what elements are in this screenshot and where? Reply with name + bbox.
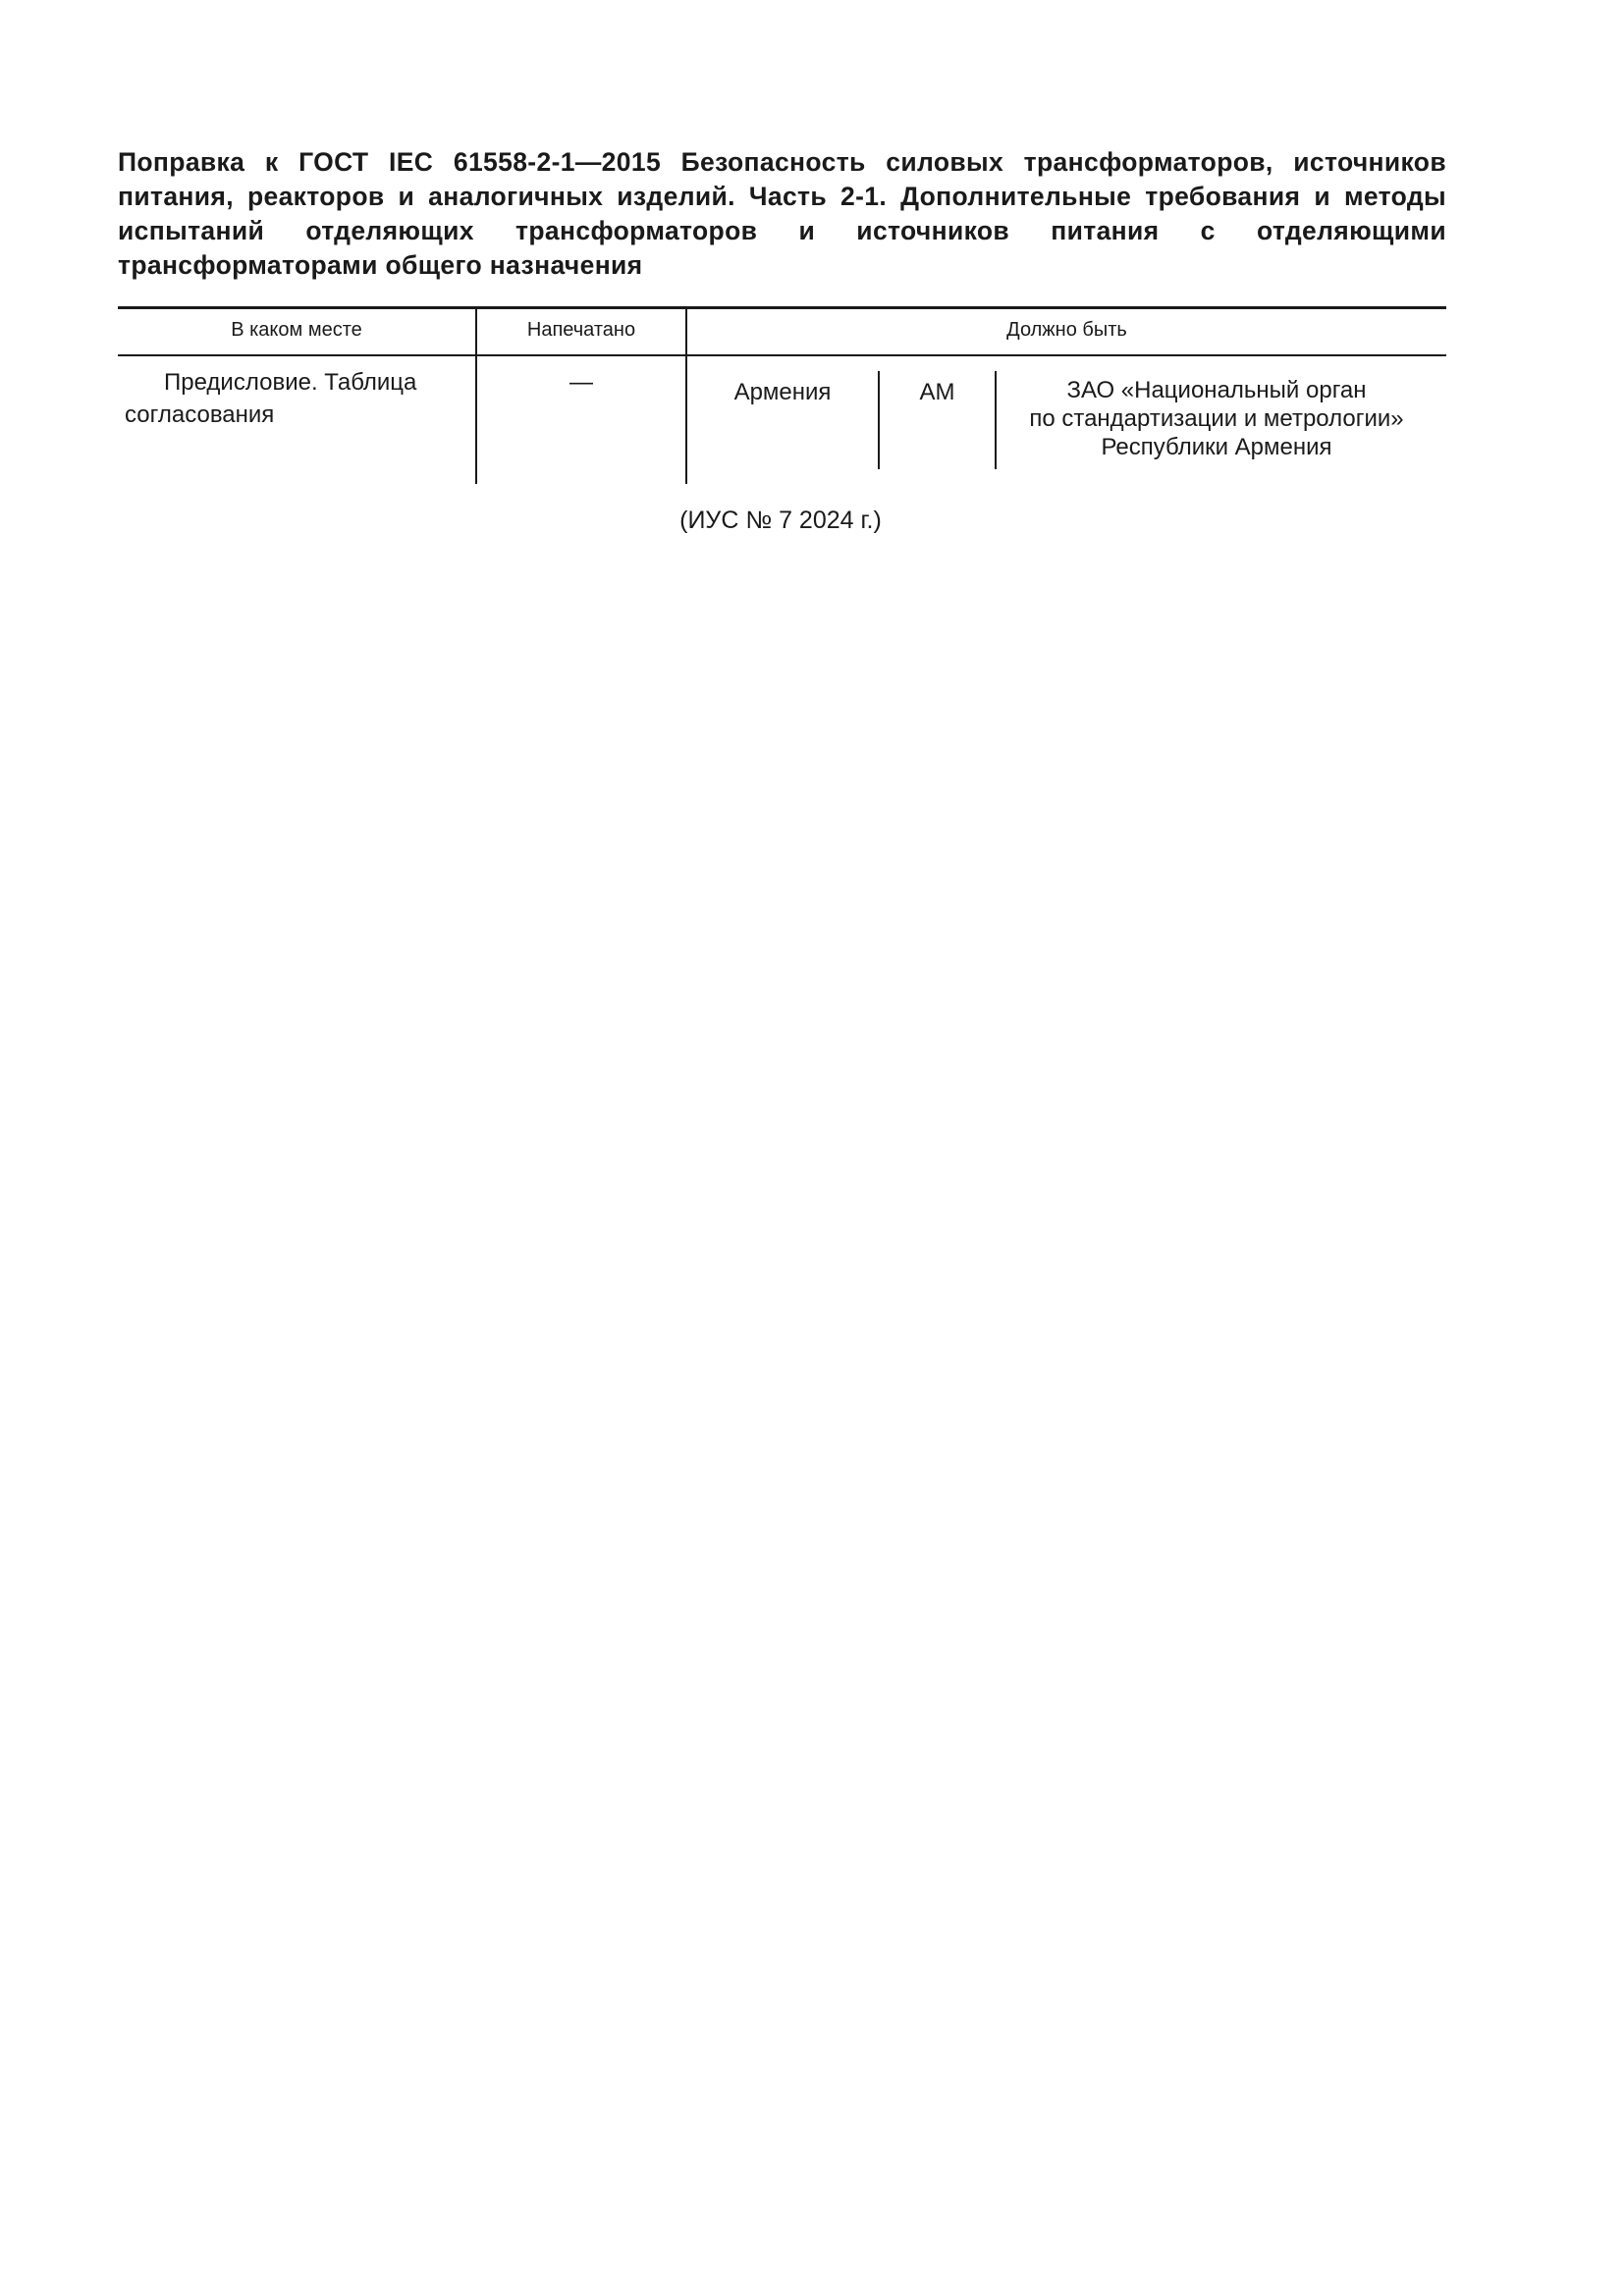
footer-issue-reference: (ИУС № 7 2024 г.) bbox=[679, 507, 882, 534]
row-organization-line2: по стандартизации и метрологии» bbox=[1029, 405, 1404, 432]
row-printed: — bbox=[569, 369, 593, 396]
table-top-rule bbox=[118, 306, 1446, 309]
table-header-rule bbox=[118, 354, 1446, 356]
row-organization bbox=[997, 376, 1436, 461]
header-should-be: Должно быть bbox=[1006, 319, 1127, 341]
header-printed: Напечатано bbox=[526, 319, 636, 341]
document-title: Поправка к ГОСТ IEC 61558-2-1—2015 Безопасность силовых трансформаторов, источников питания, реакторов и аналогичных изделий. Часть 2-1. Дополнительные требования и методы испытаний отделяющих трансформаторов и источников питания с отделяющими трансформаторами общего назначения bbox=[118, 147, 1446, 280]
row-country: Армения bbox=[733, 379, 832, 405]
row-where-line2: согласования bbox=[125, 401, 275, 428]
row-where-line1: Предисловие. Таблица bbox=[164, 369, 417, 396]
row-country-code: AM bbox=[919, 379, 955, 405]
header-where: В каком месте bbox=[231, 319, 362, 341]
row-organization-line3: Республики Армения bbox=[1101, 434, 1332, 460]
row-organization-line1: ЗАО «Национальный орган bbox=[1066, 377, 1367, 403]
